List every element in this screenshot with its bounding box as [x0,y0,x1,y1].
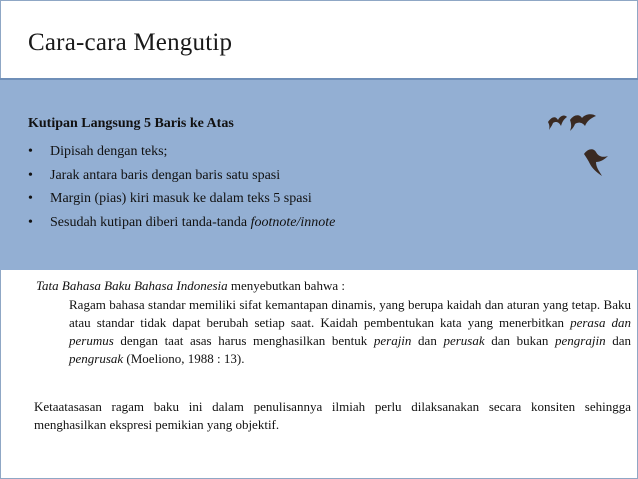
body-panel [0,270,638,479]
header-band [0,78,638,272]
bullet-item: • Sesudah kutipan diberi tanda-tanda footnote/innote [28,211,335,235]
slide-title: Cara-cara Mengutip [28,29,233,56]
lead-text: Tata Bahasa Baku Bahasa Indonesia menyebutkan bahwa : [36,278,345,293]
bullet-dot: • [28,144,33,159]
block-quote: Ragam bahasa standar memiliki sifat kemantapan dinamis, yang berupa kaidah dan aturan yang tetap. Baku atau standar tidak dapat berubah setiap saat. Kaidah pembentukan kata yang menerbitkan perasa dan perumus dengan taat asas harus menghasilkan bentuk perajin dan perusak dan bukan pengrajin dan pengrusak (Moeliono, 1988 : 13). [69,297,632,366]
bullet-dot: • [28,214,33,230]
bullet-dot: • [28,167,33,183]
section-heading: Kutipan Langsung 5 Baris ke Atas [28,116,234,131]
birds-icon [540,110,620,182]
bullet-item: • Jarak antara baris dengan baris satu spasi [28,164,335,188]
closing-paragraph: Ketaatasasan ragam baku ini dalam penulisannya ilmiah perlu dilaksanakan secara konsiten sehingga menghasilkan ekspresi pemikian yang objektif. [34,399,631,432]
bullet-list [28,140,335,234]
bullet-item: • Dipisah dengan teks; [28,140,335,164]
title-bar [0,0,638,79]
bullet-item: • Margin (pias) kiri masuk ke dalam teks 5 spasi [28,187,335,211]
bullet-dot: • [28,191,33,206]
bullet-italic: footnote/innote [250,214,336,230]
